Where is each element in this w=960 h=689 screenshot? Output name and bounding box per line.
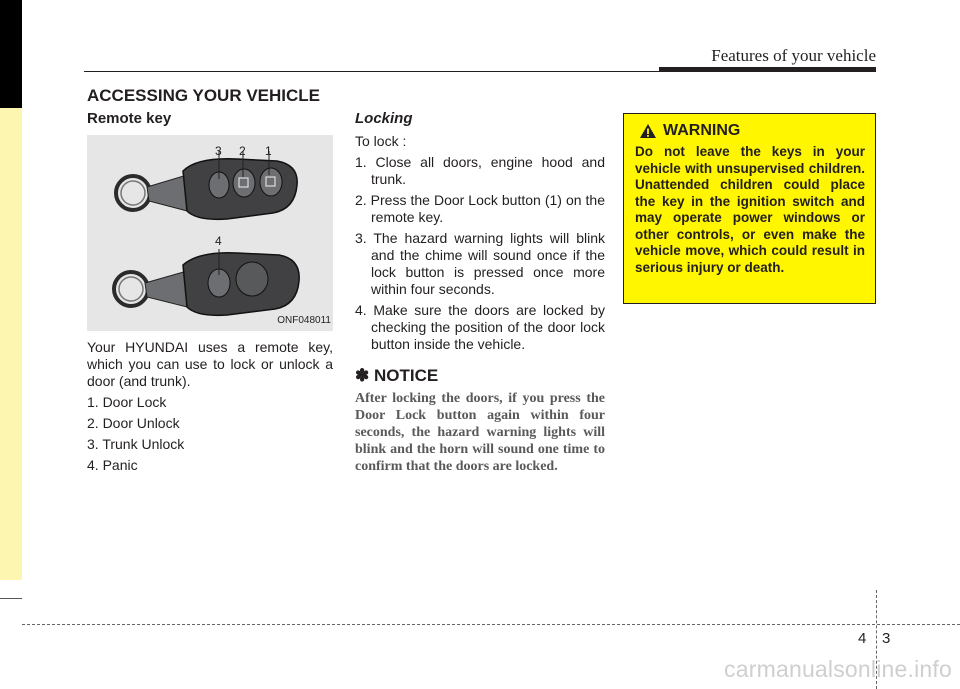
warning-triangle-icon	[639, 123, 657, 139]
remote-key-illustration	[87, 135, 333, 331]
callout-4: 4	[215, 234, 222, 248]
chapter-tab-black	[0, 0, 22, 108]
section-title: ACCESSING YOUR VEHICLE	[87, 86, 321, 105]
notice-heading: ✽ NOTICE	[355, 366, 439, 385]
remote-key-figure	[87, 135, 333, 331]
page-number: 3	[882, 630, 891, 647]
locking-step: 4. Make sure the doors are locked by checking the position of the door lock button inside the vehicle.	[355, 302, 605, 352]
key-fob-upper	[116, 151, 297, 219]
list-item: 2. Door Unlock	[87, 415, 180, 431]
locking-step: 1. Close all doors, engine hood and trunk.	[355, 154, 605, 187]
list-item: 3. Trunk Unlock	[87, 436, 185, 452]
list-item: 4. Panic	[87, 457, 138, 473]
header-rule	[84, 71, 876, 72]
callout-1: 1	[265, 144, 272, 158]
figure-code: ONF048011	[277, 315, 331, 326]
column-remote-key	[87, 110, 333, 478]
page-chapter-number: 4	[858, 630, 867, 647]
callout-2: 2	[239, 144, 246, 158]
running-header: Features of your vehicle	[711, 46, 876, 65]
chapter-tab-yellow	[0, 108, 22, 580]
chapter-tab-divider	[0, 598, 22, 599]
remote-key-button-list	[87, 394, 333, 474]
locking-step: 3. The hazard warning lights will blink and the chime will sound once if the lock button is pressed once more within four seconds.	[355, 230, 605, 297]
warning-heading: WARNING	[663, 122, 741, 139]
key-fob-lower	[114, 249, 299, 315]
watermark: carmanualsonline.info	[724, 656, 952, 682]
column-locking	[355, 110, 605, 475]
warning-body: Do not leave the keys in your vehicle with unsupervised children. Unattended children could place the key in the ignition switch and may operate power windows or other controls, or even make the vehicle move, which could result in serious injury or death.	[635, 144, 865, 275]
locking-step: 2. Press the Door Lock button (1) on the remote key.	[355, 192, 605, 225]
locking-heading: Locking	[355, 110, 413, 127]
warning-box	[623, 113, 876, 304]
locking-intro: To lock :	[355, 133, 407, 149]
remote-key-heading: Remote key	[87, 110, 172, 127]
notice-body: After locking the doors, if you press the Door Lock button again within four seconds, the hazard warning lights will blink and the horn will sound one time to confirm that the doors are locked.	[355, 391, 605, 474]
callout-3: 3	[215, 144, 222, 158]
footer-rule	[22, 624, 960, 625]
remote-key-intro: Your HYUNDAI uses a remote key, which you can use to lock or unlock a door (and trunk).	[87, 339, 333, 389]
list-item: 1. Door Lock	[87, 394, 167, 410]
warning-header	[639, 122, 865, 140]
